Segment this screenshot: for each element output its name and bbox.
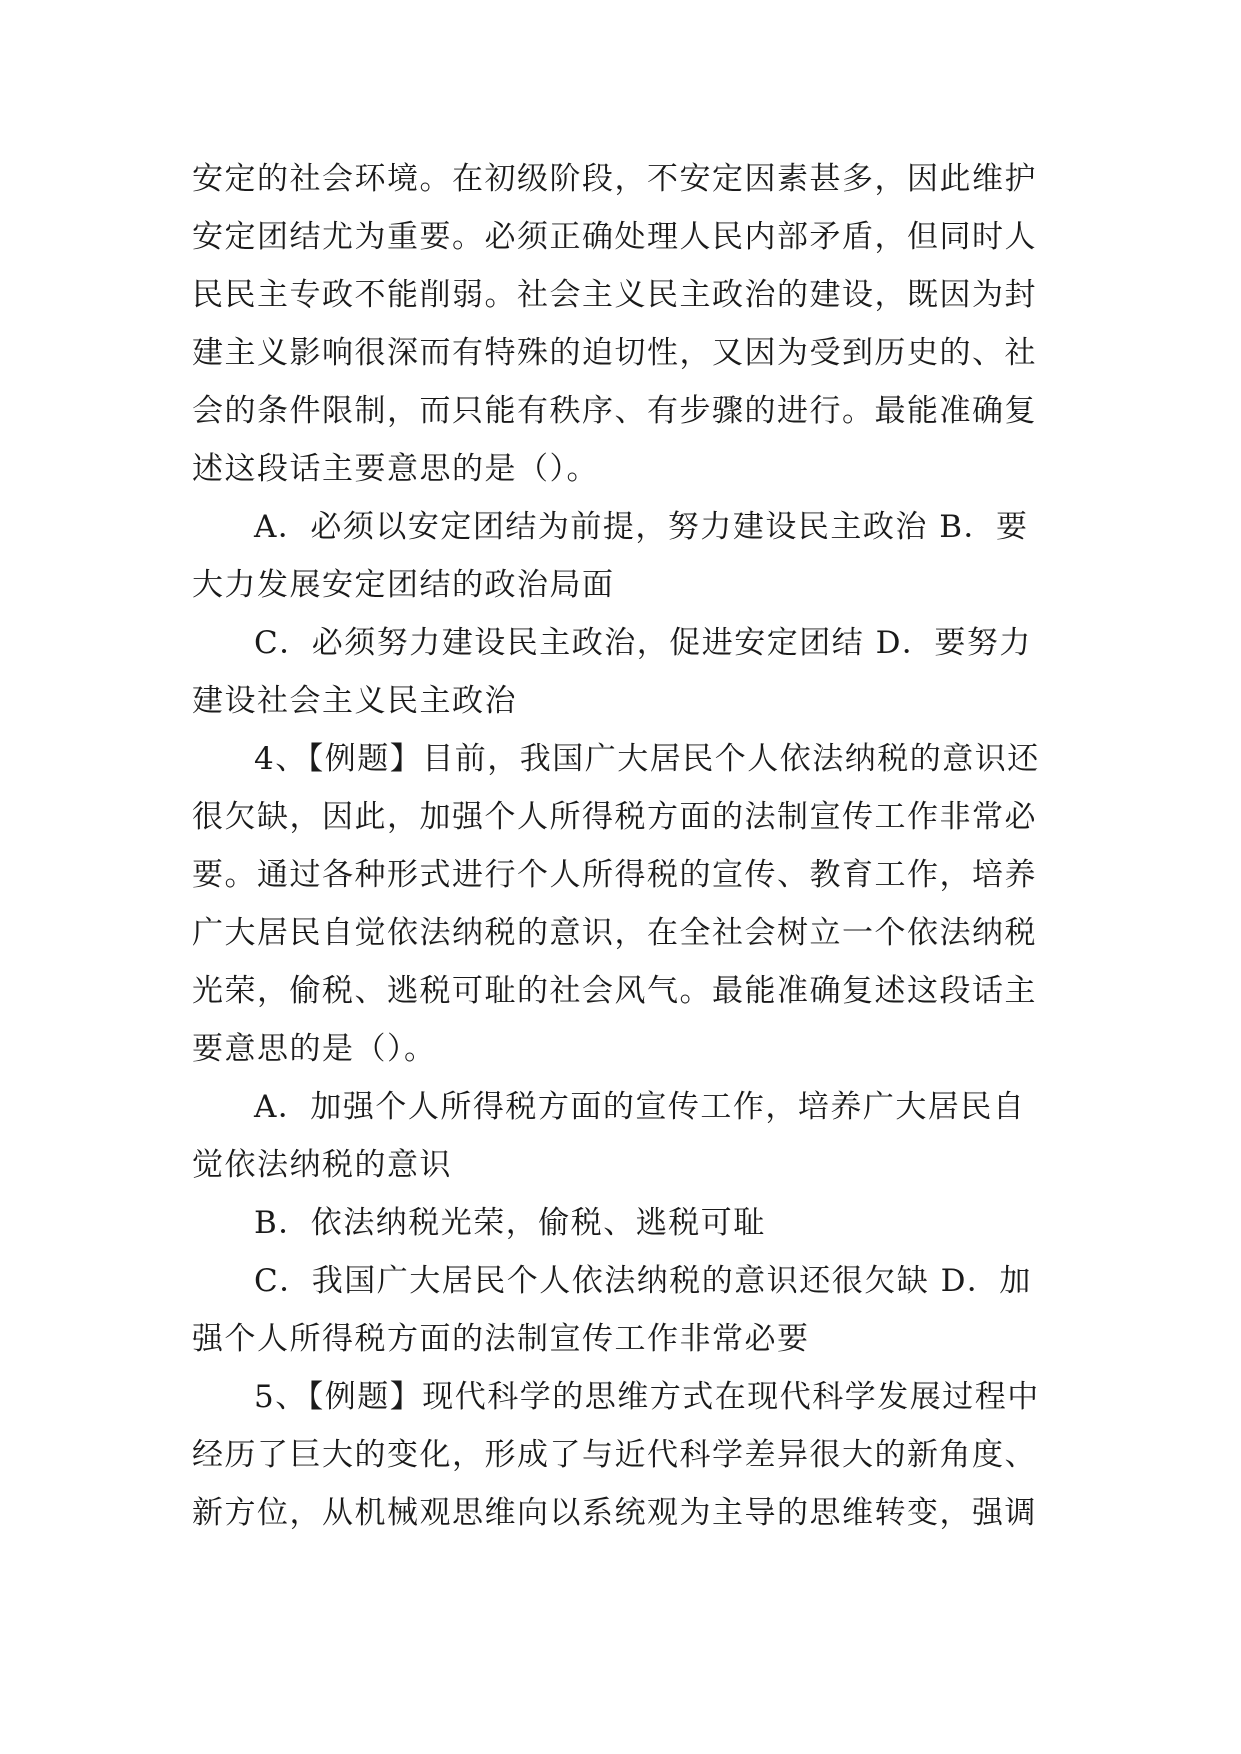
text-line: 新方位，从机械观思维向以系统观为主导的思维转变，强调 bbox=[192, 1495, 1037, 1531]
text-line: 强个人所得税方面的法制宣传工作非常必要 bbox=[192, 1321, 810, 1357]
text-line: 建设社会主义民主政治 bbox=[192, 683, 517, 719]
option-line: C．必须努力建设民主政治，促进安定团结 D．要努力 bbox=[254, 625, 1032, 661]
text-line: 民民主专政不能削弱。社会主义民主政治的建设，既因为封 bbox=[192, 277, 1037, 313]
text-line: 经历了巨大的变化，形成了与近代科学差异很大的新角度、 bbox=[192, 1437, 1037, 1473]
text-line: 广大居民自觉依法纳税的意识，在全社会树立一个依法纳税 bbox=[192, 915, 1037, 951]
text-line: 述这段话主要意思的是（）。 bbox=[192, 451, 599, 487]
question-heading: 4、【例题】目前，我国广大居民个人依法纳税的意识还 bbox=[254, 741, 1040, 777]
option-line: B．依法纳税光荣，偷税、逃税可耻 bbox=[254, 1205, 766, 1241]
text-line: 觉依法纳税的意识 bbox=[192, 1147, 452, 1183]
text-line: 要。通过各种形式进行个人所得税的宣传、教育工作，培养 bbox=[192, 857, 1037, 893]
text-line: 很欠缺，因此，加强个人所得税方面的法制宣传工作非常必 bbox=[192, 799, 1037, 835]
option-line: A．加强个人所得税方面的宣传工作，培养广大居民自 bbox=[254, 1089, 1026, 1125]
text-line: 要意思的是（）。 bbox=[192, 1031, 437, 1067]
option-line: C．我国广大居民个人依法纳税的意识还很欠缺 D．加 bbox=[254, 1263, 1032, 1299]
text-line: 建主义影响很深而有特殊的迫切性，又因为受到历史的、社 bbox=[192, 335, 1037, 371]
text-line: 安定团结尤为重要。必须正确处理人民内部矛盾，但同时人 bbox=[192, 219, 1037, 255]
option-line: A．必须以安定团结为前提，努力建设民主政治 B．要 bbox=[254, 509, 1029, 545]
text-line: 会的条件限制，而只能有秩序、有步骤的进行。最能准确复 bbox=[192, 393, 1037, 429]
document-body bbox=[192, 150, 1062, 1542]
text-line: 光荣，偷税、逃税可耻的社会风气。最能准确复述这段话主 bbox=[192, 973, 1037, 1009]
question-heading: 5、【例题】现代科学的思维方式在现代科学发展过程中 bbox=[254, 1379, 1040, 1415]
text-line: 安定的社会环境。在初级阶段，不安定因素甚多，因此维护 bbox=[192, 161, 1037, 197]
text-line: 大力发展安定团结的政治局面 bbox=[192, 567, 615, 603]
